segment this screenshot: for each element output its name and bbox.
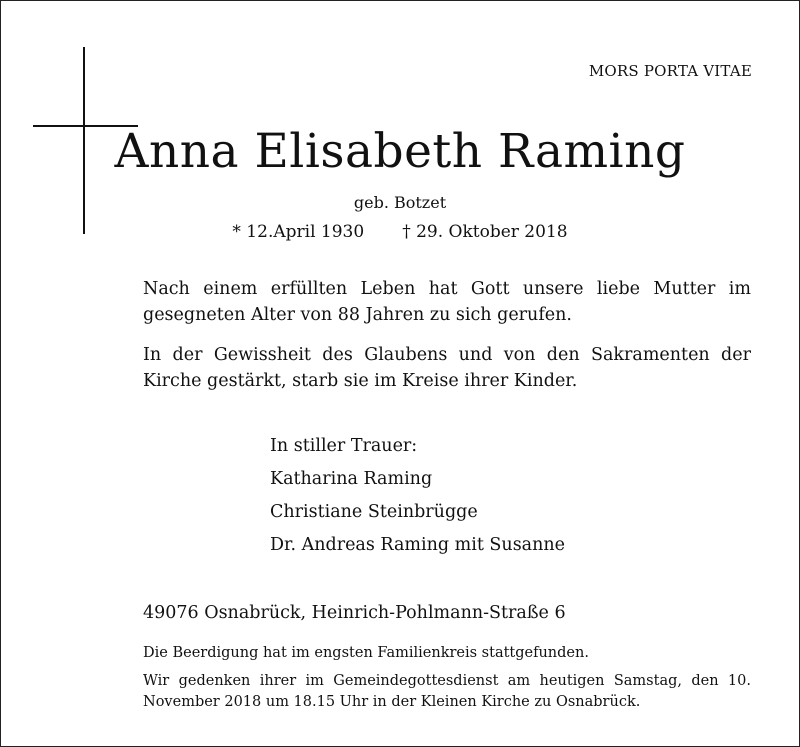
mourner-name: Katharina Raming — [270, 469, 433, 489]
mourner-name: Christiane Steinbrügge — [270, 502, 478, 522]
mourners-heading: In stiller Trauer: — [270, 436, 418, 456]
memorial-service-note: Wir gedenken ihrer im Gemeindegottesdienst am heutigen Samstag, den 10. November 2018 um 18.15 Uhr in der Kleinen Kirche zu Osnabrück. — [143, 673, 751, 710]
deceased-name: Anna Elisabeth Raming — [114, 124, 686, 179]
motto: MORS PORTA VITAE — [588, 62, 752, 80]
maiden-name: geb. Botzet — [353, 193, 447, 212]
mourners-block — [270, 430, 565, 562]
life-dates — [0, 222, 800, 242]
address: 49076 Osnabrück, Heinrich-Pohlmann-Straße 6 — [143, 603, 566, 623]
announcement-paragraph: Nach einem erfüllten Leben hat Gott unsere liebe Mutter im gesegneten Alter von 88 Jahren zu sich gerufen. — [143, 279, 751, 325]
funeral-note: Die Beerdigung hat im engsten Familienkreis stattgefunden. — [143, 645, 589, 661]
mourner-name: Dr. Andreas Raming mit Susanne — [270, 535, 566, 555]
death-date: † 29. Oktober 2018 — [402, 222, 568, 242]
faith-paragraph: In der Gewissheit des Glaubens und von den Sakramenten der Kirche gestärkt, starb sie im Kreise ihrer Kinder. — [143, 345, 751, 391]
birth-date: * 12.April 1930 — [232, 222, 365, 242]
